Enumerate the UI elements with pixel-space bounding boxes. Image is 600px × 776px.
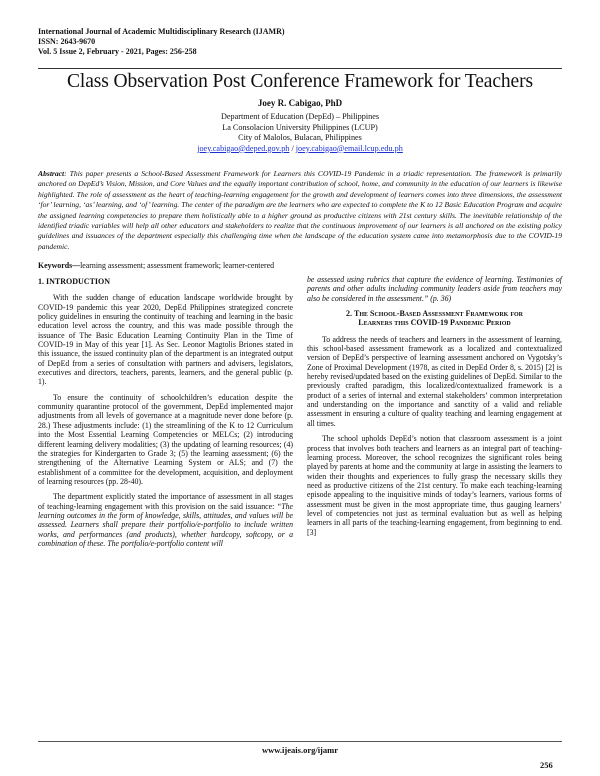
keywords-text: learning assessment; assessment framework; learner-centered	[80, 261, 275, 270]
intro-paragraph-2: To ensure the continuity of schoolchildren’s education despite the community quarantine protocol of the government, DepEd implemented major adjustments from all levels of governance at a magnitude never done before (p. 28.) These adjustments include: (1) the streamlining of the K to 12 Curriculum into the Most Essential Learning Competencies or MELCs; (2) introducing different learning delivery modalities; (3) the updating of learning resources; (4) the strategies for Kindergarten to Grade 3; (5) the learning assessment; (6) the strengthening of the Alternative Learning System or ALS; and (7) the establishment of a committee for the development, acquisition, and deployment of learning resources (pp. 28-40).	[38, 392, 293, 486]
footer-rule	[38, 741, 562, 742]
header-rule	[38, 68, 562, 69]
abstract-text: : This paper presents a School-Based Assessment Framework for Learners this COVID-19 Pandemic in a triadic representation. The framework is primarily anchored on DepEd’s Vision, Mission, and Core Values and the equally important contribution of school, home, and community in the education of our learners is likewise highlighted. The role of assessment as the heart of teaching-learning engagement for the growth and development of learners comes into three dimensions, the assessment ‘for’ learning, ‘as’ learning, and ‘of’ learning. The center of the paradigm are the learners who are expected to complete the K to 12 Basic Education Program and acquire the assigned learning competencies to prepare them holistically able to a higher ground as productive citizens with 21st century skills. The inevitable relationship of the identified triadic variables will help all other educators and stakeholders to realize that the continuous improvement of our learners is all anchored on the existing policy guidelines and issuances of the department especially this challenging time when the landscape of the education system came into metamorphosis due to the COVID-19 pandemic.	[38, 169, 562, 251]
footer-url: www.ijeais.org/ijamr	[261, 745, 338, 755]
affiliation-university: La Consolacion University Philippines (LCUP)	[222, 122, 378, 132]
paper-title: Class Observation Post Conference Framework for Teachers	[67, 71, 533, 92]
journal-issn: ISSN: 2643-9670	[38, 37, 96, 46]
abstract-label: Abstract	[38, 169, 65, 178]
framework-paragraph-2: The school upholds DepEd’s notion that classroom assessment is a joint process that involves both teachers and learners as an integral part of teaching-learning process. Moreover, the school recognizes the significant roles being played by parents at home and the community at large in assisting the learners to widen their thoughts and experiences to fully grasp the necessary skills they need as productive citizens of the 21st century. To make each teaching-learning episode appealing to the inquisitive minds of today’s learners, various forms of assessment must be given in the most appropriate time, thus gauging learners’ level of competencies not just as terminal evaluation but as well as helping learners in all parts of the teaching-learning engagement, from beginning to end. [3]	[307, 434, 562, 537]
section-2-heading: 2. The School-Based Assessment Framework for Learners this COVID-19 Pandemic Period	[345, 309, 524, 328]
keywords-label: Keywords—	[38, 261, 81, 270]
intro-paragraph-3: The department explicitly stated the importance of assessment in all stages of teaching-learning engagement with this provision on the said issuance: “The learning outcomes in the form of knowledge, skills, attitudes, and values will be assessed. Learners shall prepare their portfolio/e-portfolio to include written works, and performances (and products), whether hardcopy, softcopy, or a combination of these. The portfolio/e-portfolio content will	[38, 492, 293, 548]
right-column	[307, 275, 562, 543]
journal-header	[38, 27, 558, 57]
paper-author: Joey R. Cabigao, PhD	[257, 98, 343, 108]
affiliation-city: City of Malolos, Bulacan, Philippines	[238, 133, 362, 142]
affiliation-department: Department of Education (DepEd) – Philippines	[220, 112, 380, 121]
abstract	[38, 169, 562, 252]
email-separator: /	[289, 143, 296, 153]
journal-volume: Vol. 5 Issue 2, February - 2021, Pages: 256-258	[38, 47, 197, 56]
author-emails	[38, 144, 562, 155]
journal-name: International Journal of Academic Multidisciplinary Research (IJAMR)	[38, 27, 285, 36]
quote-continuation: be assessed using rubrics that capture the evidence of learning. Testimonies of parents and other adults including community leaders aside from teachers may also be considered in the assessment.” (p. 36)	[307, 275, 562, 303]
page-number: 256	[540, 760, 553, 770]
section-1-heading: 1. INTRODUCTION	[38, 277, 111, 286]
author-affiliation	[38, 112, 562, 154]
intro-paragraph-1: With the sudden change of education landscape worldwide brought by COVID-19 pandemic this year 2020, DepEd Philippines strategized concrete policy guidelines in ensuring the continuity of teaching and learning in the basic education level across the country, and this was made possible through the issuance of The Basic Education Learning Continuity Plan in the Time of COVID-19 in May of this year [1]. As Sec. Leonor Magtolis Briones stated in this issuance, the issued continuity plan of the department is an integrated output of DepEd from a series of consultation with partners and advisers, legislators, executives and directors, teachers, parents, learners, and the general public (p. 1).	[38, 293, 293, 387]
email-link-deped[interactable]: joey.cabigao@deped.gov.ph	[197, 143, 290, 153]
email-link-lcup[interactable]: joey.cabigao@email.lcup.edu.ph	[295, 143, 403, 153]
framework-paragraph-1: To address the needs of teachers and learners in the assessment of learning, this school-based assessment framework as a localized and contextualized version of DepEd’s perspective of learning assessment anchored on Vygotsky’s Zone of Proximal Development (1978, as cited in DepEd Order 8, s. 2015) [2] is hereby revised/updated based on the existing guidelines of DepEd. Similar to the previously crafted paradigm, this localized/contextualized framework is a product of a series of internal and external stakeholders’ common interpretation and understanding on the importance and sanctity of a valid and reliable assessment in ensuring a culture of quality teaching and learning engagement at all times.	[307, 334, 562, 428]
left-column	[38, 275, 293, 554]
keywords	[38, 261, 562, 271]
